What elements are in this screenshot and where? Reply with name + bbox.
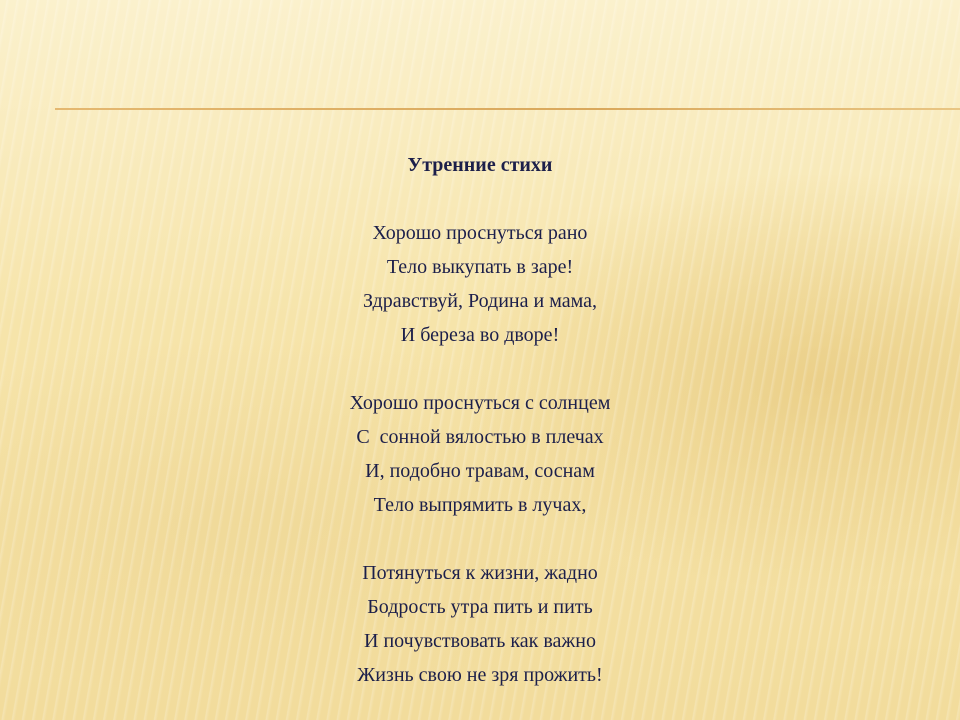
poem-line: Хорошо проснуться рано xyxy=(372,222,588,244)
stanza-1 xyxy=(0,216,960,352)
title-divider-line xyxy=(55,108,960,110)
poem xyxy=(0,148,960,692)
poem-line: Тело выпрямить в лучах, xyxy=(373,494,587,516)
poem-line: Хорошо проснуться с солнцем xyxy=(349,392,611,414)
poem-line: Тело выкупать в заре! xyxy=(386,256,574,278)
poem-line: С сонной вялостью в плечах xyxy=(356,426,604,448)
poem-line: И почувствовать как важно xyxy=(364,630,596,652)
poem-line: И береза во дворе! xyxy=(400,324,560,346)
poem-title: Утренние стихи xyxy=(407,154,553,176)
poem-line: Бодрость утра пить и пить xyxy=(367,596,593,618)
poem-line: Потянуться к жизни, жадно xyxy=(362,562,598,584)
stanza-2 xyxy=(0,386,960,522)
poem-line: Здравствуй, Родина и мама, xyxy=(363,290,597,312)
poem-line: Жизнь свою не зря прожить! xyxy=(357,664,603,686)
poem-line: И, подобно травам, соснам xyxy=(365,460,595,482)
stanza-3 xyxy=(0,556,960,692)
